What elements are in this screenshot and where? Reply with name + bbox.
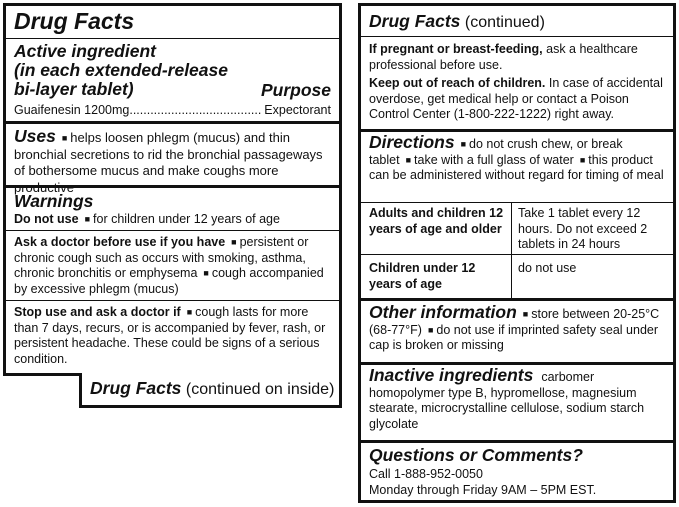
bullet-icon: ■ [405, 154, 412, 165]
right-title-suffix: (continued) [464, 14, 545, 31]
continued-tab-title: Drug Facts [90, 378, 182, 398]
continued-tab-text: (continued on inside) [185, 381, 335, 398]
stop-use-label: Stop use and ask a doctor if [14, 305, 181, 319]
inactive-ingredients-section [369, 365, 667, 432]
pregnancy-warning [369, 42, 667, 73]
bullet-icon: ■ [427, 324, 434, 335]
left-title: Drug Facts [14, 8, 135, 34]
ask-doctor-item2: cough accompanied by excessive phlegm (mucus) [14, 266, 324, 296]
ingredient-row [14, 103, 331, 119]
bullet-icon: ■ [84, 214, 91, 224]
directions-section [369, 132, 667, 184]
ingredient-purpose: Expectorant [264, 103, 331, 117]
bullet-icon: ■ [579, 154, 586, 165]
active-ingredient-heading: Active ingredient (in each extended-release bi-layer tablet) [14, 41, 228, 99]
bullet-icon: ■ [186, 307, 193, 317]
other-information-heading: Other information [369, 302, 517, 322]
drug-facts-right-panel [358, 3, 676, 503]
do-not-use-row [14, 212, 333, 228]
directions-item2: take with a full glass of water [414, 152, 574, 167]
bullet-icon: ■ [61, 133, 68, 143]
stop-use-text: cough lasts for more than 7 days, recurs, or is accompanied by fever, rash, or persistent headache. These could be signs of a serious condition. [14, 305, 326, 366]
ask-doctor-section [14, 235, 333, 297]
leader-dots: ...................................... [129, 103, 262, 117]
uses-heading: Uses [14, 126, 56, 146]
warnings-heading: Warnings [14, 191, 94, 211]
pregnant-label: If pregnant or breast-feeding, [369, 42, 543, 56]
drug-facts-left-panel [3, 3, 342, 376]
purpose-heading: Purpose [260, 80, 331, 100]
bullet-icon: ■ [231, 237, 237, 247]
ask-doctor-label: Ask a doctor before use if you have [14, 235, 226, 249]
do-not-use-label: Do not use [14, 212, 79, 226]
dosage-row-adults-dose: Take 1 tablet every 12 hours. Do not exceed 2 tablets in 24 hours [518, 206, 648, 251]
ingredient-name: Guaifenesin 1200mg [14, 103, 130, 117]
dosage-row-adults-who: Adults and children 12 years of age and older [369, 206, 504, 236]
directions-heading: Directions [369, 132, 455, 152]
inactive-ingredients-text: carbomer homopolymer type B, hypromellose, magnesium stearate, microcrystalline cellulose, sodium starch glycolate [369, 370, 645, 431]
phone-number: Call 1-888-952-0050 [369, 467, 483, 481]
other-item2: do not use if imprinted safety seal under cap is broken or missing [369, 322, 659, 352]
right-title-row [369, 11, 545, 32]
inactive-ingredients-heading: Inactive ingredients [369, 365, 534, 385]
keep-out-label: Keep out of reach of children. [369, 76, 546, 90]
contact-hours: Monday through Friday 9AM – 5PM EST. [369, 483, 597, 497]
ask-doctor-item1: persistent or chronic cough such as occurs with smoking, asthma, chronic bronchitis or emphysema [14, 235, 309, 280]
bullet-icon: ■ [203, 268, 209, 278]
dosage-row-children-dose: do not use [518, 261, 577, 275]
dosage-row-children-who: Children under 12 years of age [369, 261, 476, 291]
directions-item1: do not crush chew, or break tablet [369, 137, 623, 167]
continued-on-inside-tab [79, 373, 342, 408]
do-not-use-text: for children under 12 years of age [93, 212, 280, 226]
keep-out-warning [369, 76, 667, 123]
keep-out-text: In case of accidental overdose, get medical help or contact a Poison Control Center (1-800-222-1222) right away. [369, 76, 663, 121]
uses-text: helps loosen phlegm (mucus) and thin bronchial secretions to rid the bronchial passageways of bothersome mucus and make coughs more productive [14, 130, 323, 195]
other-information-section [369, 302, 667, 354]
questions-heading: Questions or Comments? [369, 445, 583, 465]
other-item1: store between 20-25°C (68-77°F) [369, 307, 660, 337]
right-title: Drug Facts [369, 11, 461, 31]
bullet-icon: ■ [522, 309, 529, 319]
bullet-icon: ■ [460, 139, 467, 149]
pregnant-text: ask a healthcare professional before use. [369, 42, 638, 72]
directions-item3: this product can be administered without regard for timing of meal [369, 152, 664, 182]
stop-use-section [14, 305, 333, 367]
